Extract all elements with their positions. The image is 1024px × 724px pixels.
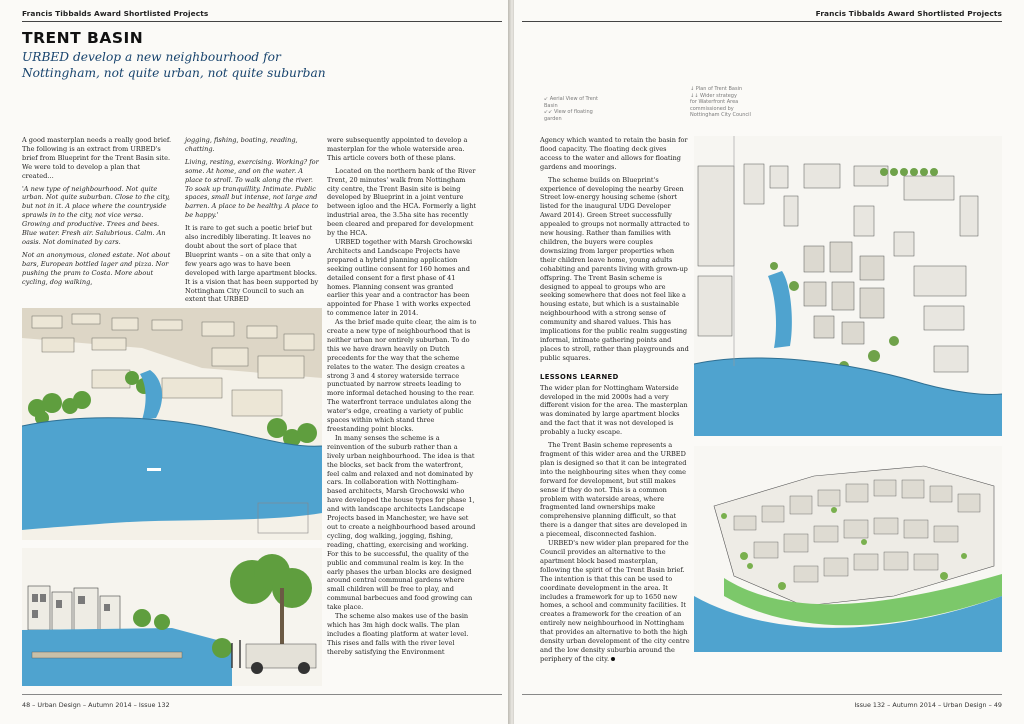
right-page: [514, 0, 1024, 724]
caption-line: ↙↙ View of floating: [544, 109, 593, 116]
caption-line: ↓↓ Wider strategy: [690, 92, 737, 99]
article-title: TRENT BASIN: [22, 29, 144, 47]
paragraph: The wider plan for Nottingham Waterside developed in the mid 2000s had a very different vision for the area. The masterplan was dominated by large apartment blocks and the fact that it was not developed is probably a lucky escape.: [540, 383, 688, 437]
text-column-2: [185, 136, 319, 308]
paragraph: were subsequently appointed to develop a masterplan for the whole waterside area. This article covers both of these plans.: [327, 136, 468, 162]
paragraph: URBED together with Marsh Grochowski Architects and Landscape Projects have prepared a hybrid planning application seeking outline consent for 160 homes and detailed consent for a first phase of 41 homes. Planning consent was granted earlier this year and a contractor has been appointed for Phase 1 with works expected to commence later in 2014.: [327, 237, 473, 318]
paragraph: As the brief made quite clear, the aim is to create a new type of neighbourhood that is neither urban nor entirely suburban. To do this we have drawn heavily on Dutch precedents for the way that the scheme relates to the water. The design creates a strong 3 and 4 storey waterside terrace punctuated by narrow streets leading to more informal detached housing to the rear. The waterfront terrace undulates along the water's edge, creating a variety of public spaces within which stand three freestanding point blocks.: [327, 318, 477, 433]
paragraph: In many senses the scheme is a reinvention of the suburb rather than a lively urban neighbourhood. The idea is that the blocks, set back from the waterfront, feel calm and relaxed and not dominated by cars. In collaboration with Nottingham-based architects, Marsh Grochowski who have developed the house types for phase 1, and with landscape architects Landscape Projects based in Manchester, we have set out to create a neighbourhood based around cycling, dog walking, jogging, fishing, reading, chatting, exercising and working. For this to be successful, the quality of the public and communal realm is key. In the early phases the urban blocks are designed around central communal gardens where small children will be free to play, and communal barbecues and food growing can take place.: [327, 433, 476, 612]
caption-line: garden: [544, 115, 562, 122]
aerial-view-illustration: [22, 308, 322, 540]
caption-line: Nottingham City Council: [690, 112, 751, 119]
footer-rule: [522, 694, 1002, 695]
running-head: Francis Tibbalds Award Shortlisted Projects: [815, 9, 1002, 18]
paragraph: It is rare to get such a poetic brief but also incredibly liberating. It leaves no doubt about the sort of place that Blueprint wants – on a site that only a few years ago was to have been developed with large apartment blocks. It is a vision that has been supported by Nottingham City Council to such an extent that URBED: [185, 224, 319, 304]
caption-line: commissioned by: [690, 105, 734, 112]
paragraph: Not an anonymous, cloned estate. Not about bars, European bottled lager and pizza. Nor pushing the pram to Costa. More about cycling, dog walking,: [22, 250, 171, 286]
page-footer: Issue 132 – Autumn 2014 – Urban Design – 49: [854, 701, 1002, 709]
image-caption-right: [690, 86, 751, 119]
page-footer: 48 – Urban Design – Autumn 2014 – Issue 132: [22, 701, 170, 709]
section-heading: LESSONS LEARNED: [540, 372, 619, 381]
paragraph: The scheme also makes use of the basin which has 3m high dock walls. The plan includes a floating platform at water level. This rises and falls with the river level thereby satisfying the Environment: [327, 612, 469, 656]
header-rule: [22, 21, 502, 22]
caption-line: for Waterfront Area: [690, 99, 739, 106]
text-column-3: [327, 136, 477, 657]
text-column-1: [22, 136, 172, 291]
paragraph: The scheme builds on Blueprint's experience of developing the nearby Green Street low-energy housing scheme (short listed for the inaugural UDG Developer Award 2014). Green Street successfully appealed to groups not normally attracted to new housing. Rather than families with children, the buyers were couples downsizing from larger properties when their children leave home, young adults cohabiting and parents living with grown-up offspring. The Trent Basin scheme is designed to appeal to groups who are seeking somewhere that does not feel like a housing estate, but which is a sustainable neighbourhood with a strong sense of community and shared values. This has implications for the public realm suggesting informal, intimate gathering points and places to stroll, rather than playgrounds and public squares.: [540, 175, 690, 362]
paragraph: Living, resting, exercising. Working? for some. At home, and on the water. A place to stroll. To walk along the river. To soak up tranquillity. Intimate. Public spaces, small but intense, not large and barren. A place to be healthy. A place to be happy.': [185, 157, 319, 220]
footer-rule: [22, 694, 502, 695]
paragraph: 'A new type of neighbourhood. Not quite urban. Not quite suburban. Close to the city, but not in it. A place where the countryside sprawls in to the city, not vice versa. Growing and productive. Trees and bees. Blue water. Fresh air. Salubrious. Calm. An oasis. Not dominated by cars.: [22, 184, 170, 246]
paragraph: A good masterplan needs a really good brief. The following is an extract from URBED's brief from Blueprint for the Trent Basin site. We were told to develop a plan that created…: [22, 136, 172, 180]
paragraph: Located on the northern bank of the River Trent, 20 minutes' walk from Nottingham city centre, the Trent Basin site is being developed by Blueprint in a joint venture between igloo and the HCA. Formerly a light industrial area, the 3.5ha site has recently been cleared and prepared for development by the HCA.: [327, 166, 477, 238]
text-column-1: [540, 136, 690, 664]
caption-line: ↓ Plan of Trent Basin: [690, 86, 743, 92]
caption-line: Basin: [544, 102, 558, 109]
paragraph-text: URBED's new wider plan prepared for the Council provides an alternative to the apartment block based masterplan, following the spirit of the Trent Basin brief. The intention is that this can be used to coordinate development in the area. It includes a framework for up to 1650 new homes, a school and community facilities. It creates a framework for the creation of an entirely new neighbourhood in Nottingham that provides an alternative to both the high density urban development of the city centre and the low density suburbia around the periphery of the city.: [540, 539, 690, 663]
paragraph: Agency which wanted to retain the basin for flood capacity. The floating deck gives access to the water and allows for floating gardens and moorings.: [540, 136, 688, 171]
wider-strategy-plan: [694, 446, 1002, 652]
running-head: Francis Tibbalds Award Shortlisted Projects: [22, 9, 209, 18]
paragraph: jogging, fishing, boating, reading, chatting.: [185, 136, 298, 153]
end-mark-icon: [611, 657, 615, 661]
article-subtitle: URBED develop a new neighbourhood for Nottingham, not quite urban, not quite suburban: [22, 50, 326, 80]
paragraph: The Trent Basin scheme represents a fragment of this wider area and the URBED plan is designed so that it can be integrated into the neighbouring sites when they come forward for development, but still makes sense if they do not. This is a common problem with waterside areas, where fragmented land ownerships make comprehensive planning difficult, so that there is a danger that sites are developed in a piecemeal, disconnected fashion.: [540, 441, 688, 539]
site-plan-illustration: [694, 136, 1002, 436]
caption-line: ↙ Aerial View of Trent: [544, 96, 599, 102]
image-caption-left: [544, 96, 598, 122]
left-page: [0, 0, 510, 724]
paragraph: [540, 539, 690, 664]
header-rule: [522, 21, 1002, 22]
floating-garden-illustration: [22, 548, 322, 686]
